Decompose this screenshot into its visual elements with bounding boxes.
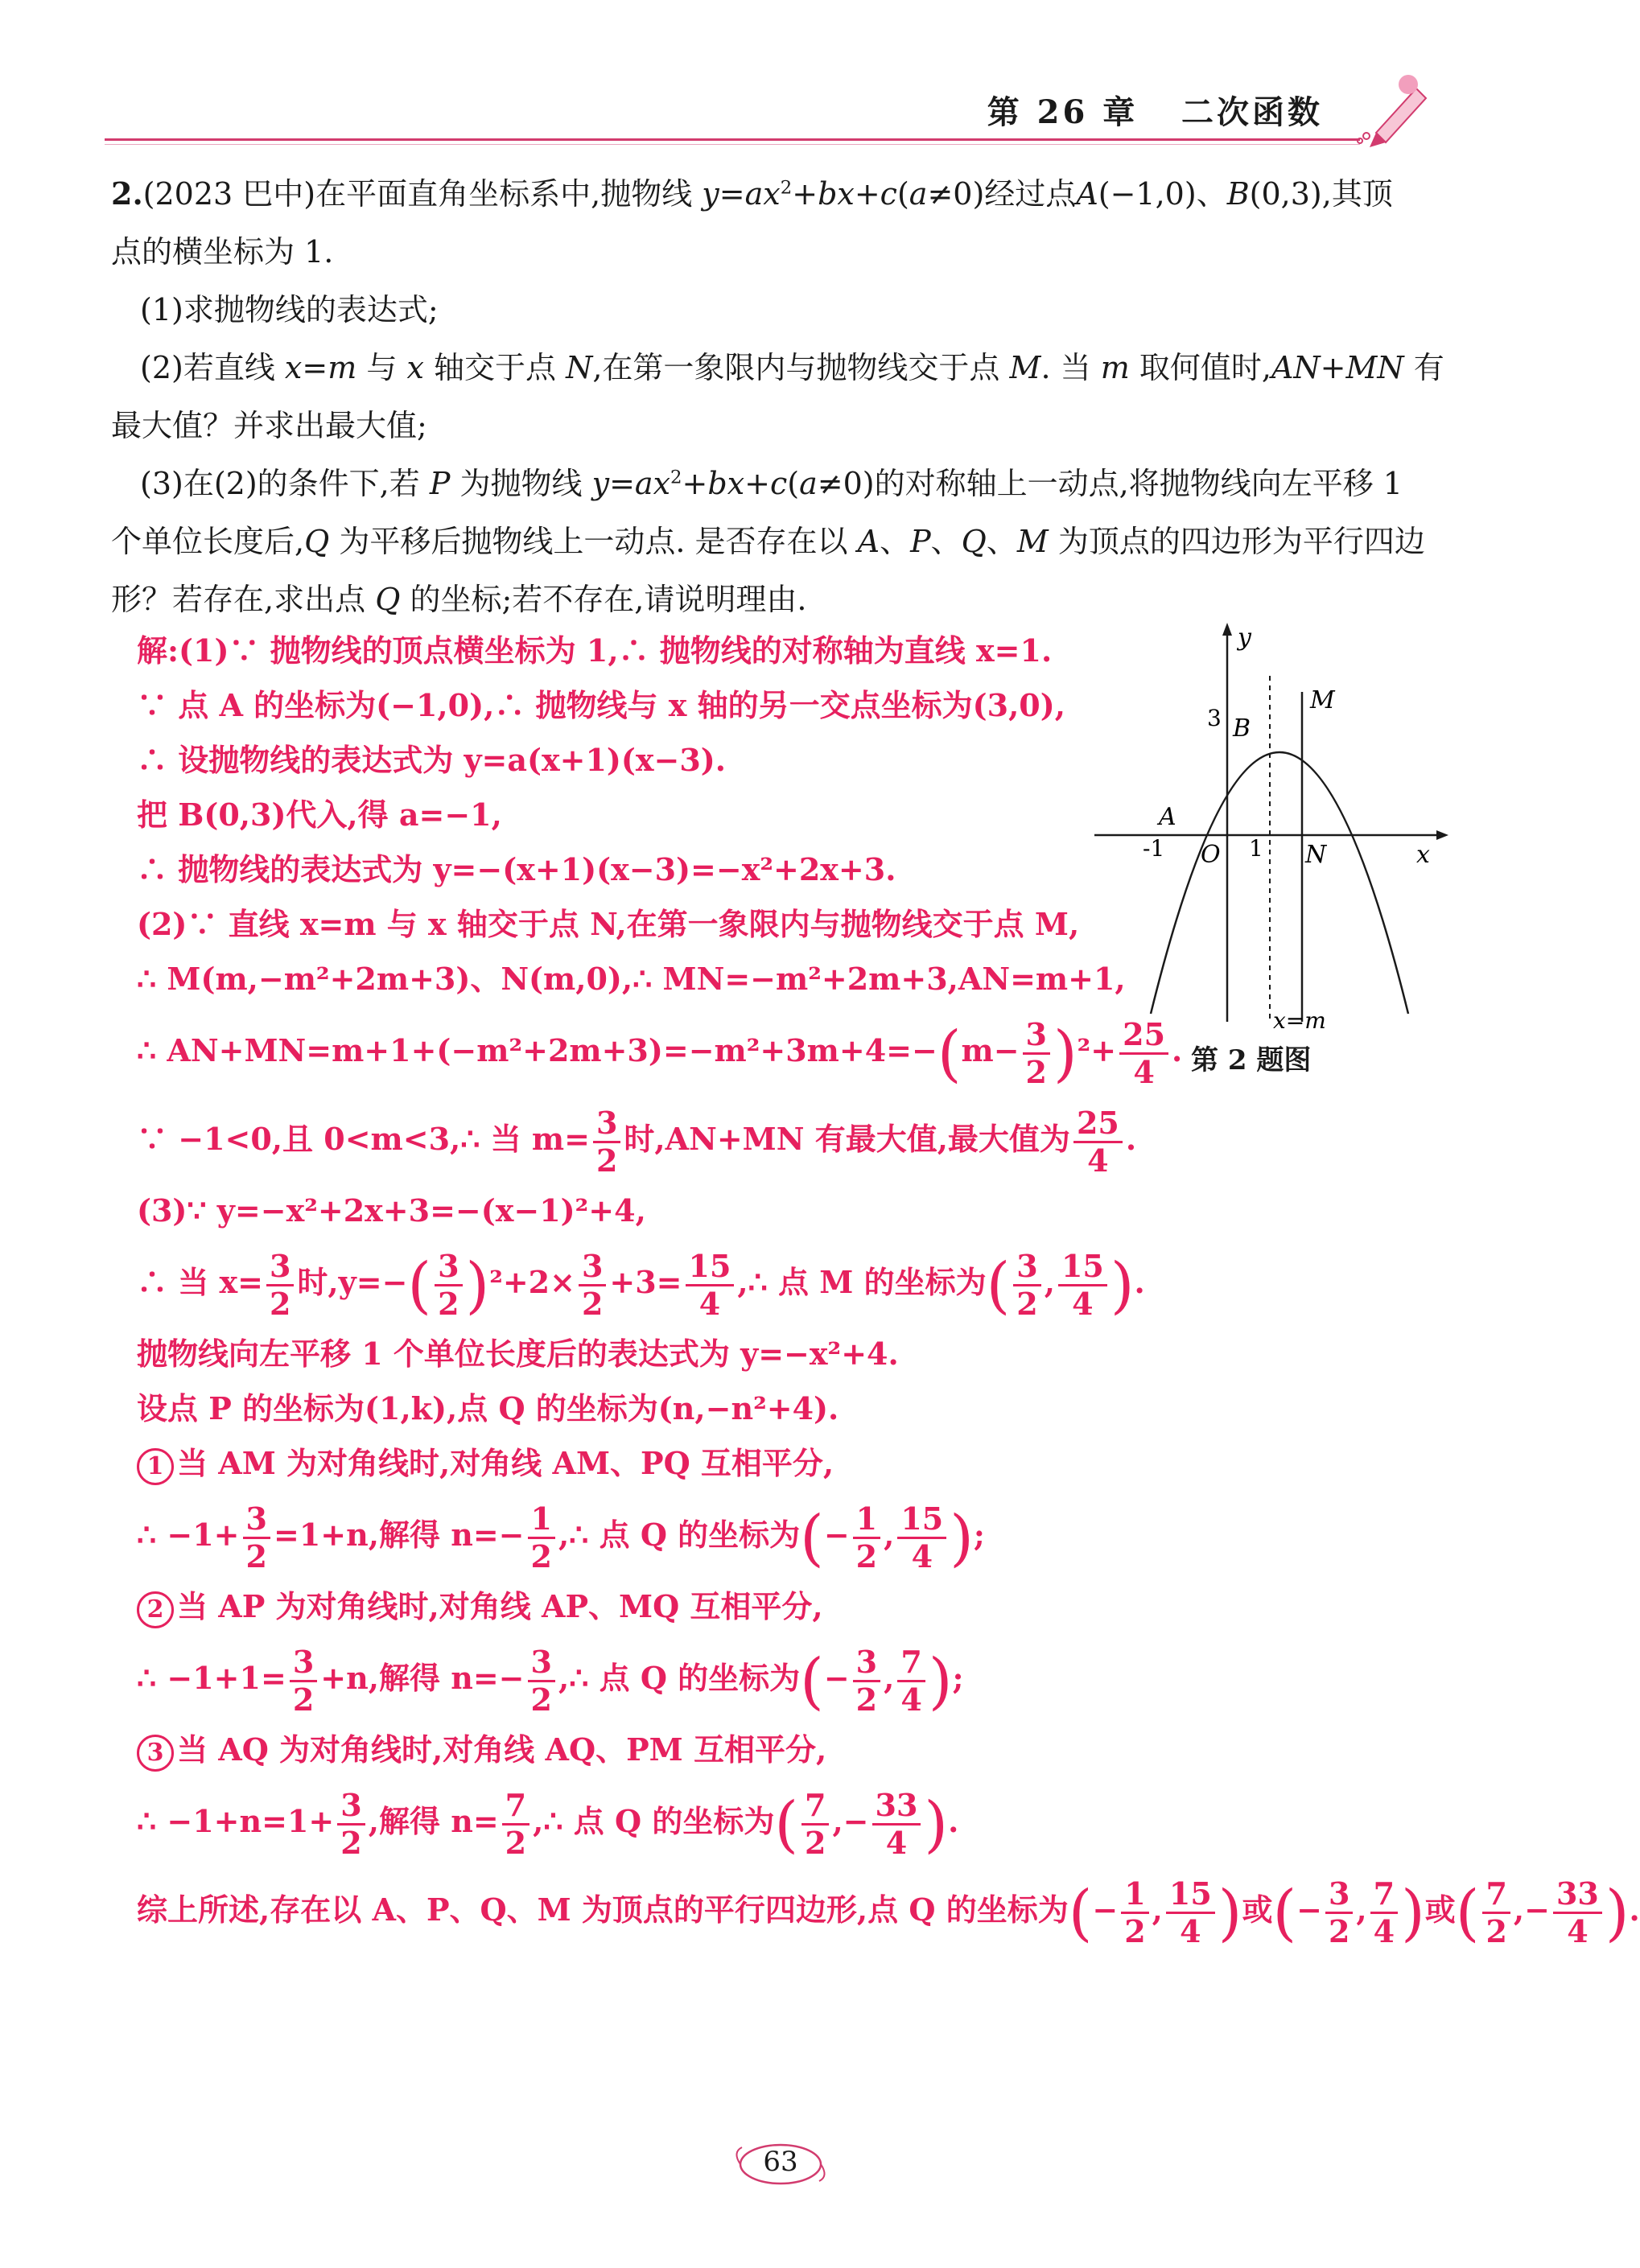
part-3: (3)在(2)的条件下,若 P 为抛物线 $y=ax^2+bx+c(a\ne 0)$的对称轴上一动点,将抛物线向左平移 1 xyxy=(140,466,1403,501)
solution-line: ∵ 点 A 的坐标为(−1,0),∴ 抛物线与 x 轴的另一交点坐标为(3,0), xyxy=(137,687,1065,723)
figure-caption: 第 2 题图 xyxy=(1191,1044,1312,1076)
solution-line: ∴ −1+1= $\frac{3}{2}$ +n,解得 n=− $\frac{3}{2}$ ,∴ 点 Q 的坐标为(− $\frac{3}{2}$ , $\frac{7}{4}$ ); xyxy=(137,1644,964,1718)
solution-line: ∴ AN+MN=m+1+(−m²+2m+3)=−m²+3m+4=−(m− $\frac{3}{2}$ )²+ $\frac{25}{4}$ . xyxy=(137,1016,1183,1090)
solution-line: ∵ −1<0,且 0<m<3,∴ 当 m= $\frac{3}{2}$ 时,AN+MN 有最大值,最大值为 $\frac{25}{4}$ . xyxy=(137,1105,1137,1179)
stem-text: 在平面直角坐标系中,抛物线 xyxy=(315,176,693,212)
solution-line: ∴ −1+n=1+ $\frac{3}{2}$ ,解得 n= $\frac{7}{2}$ ,∴ 点 Q 的坐标为( $\frac{7}{2}$ ,− $\frac{33}{4}$ ). xyxy=(137,1787,959,1861)
part-3-continued: 个单位长度后,Q 为平移后抛物线上一动点. 是否存在以 A、P、Q、M 为顶点的四边形为平行四边 xyxy=(111,524,1425,559)
parabola-figure xyxy=(1094,619,1457,1038)
solution-line: ∴ 当 x= $\frac{3}{2}$ 时,y=−( $\frac{3}{2}$ )²+2× $\frac{3}{2}$ +3= $\frac{15}{4}$ ,∴ 点 M 的坐标为( $\frac{3}{2}$ , $\frac{15}{4}$ ). xyxy=(137,1248,1145,1322)
pencil-decoration-icon xyxy=(1360,68,1440,149)
question-stem: 2.(2023 巴中)在平面直角坐标系中,抛物线 $y=ax^2+bx+c(a\ne 0)$经过点A(−1,0)、B(0,3),其顶 xyxy=(111,175,1393,212)
solution-line: 抛物线向左平移 1 个单位长度后的表达式为 y=−x²+4. xyxy=(137,1336,899,1372)
solution-line: ∴ M(m,−m²+2m+3)、N(m,0),∴ MN=−m²+2m+3,AN=m+1, xyxy=(137,961,1126,997)
parabola-curve xyxy=(1151,752,1408,1014)
parabola-expression: y xyxy=(702,176,719,212)
label-M: M xyxy=(1310,686,1335,714)
fraction: $\frac{25}{4}$ xyxy=(1119,1017,1168,1090)
solution-line: 1 当 AM 为对角线时,对角线 AM、PQ 互相平分, xyxy=(137,1436,1457,1491)
chapter-title: 二次函数 xyxy=(1181,93,1323,131)
part-2-continued: 最大值？并求出最大值; xyxy=(111,408,427,443)
label-N: N xyxy=(1305,841,1327,869)
fraction: $\frac{3}{2}$ xyxy=(1023,1017,1050,1090)
label-B: B xyxy=(1233,714,1251,743)
stem-text: ,其顶 xyxy=(1321,176,1393,212)
label-x-equals-m: x=m xyxy=(1273,1007,1326,1034)
question-number: 2. xyxy=(111,175,143,212)
question-source: (2023 巴中) xyxy=(142,176,316,212)
header-rule-thin xyxy=(105,144,1360,145)
solution-line: (3)∵ y=−x²+2x+3=−(x−1)²+4, xyxy=(137,1192,646,1229)
stem-text: 经过点 xyxy=(984,176,1077,212)
solution-line: 设点 P 的坐标为(1,k),点 Q 的坐标为(n,−n²+4). xyxy=(137,1390,839,1426)
label-y: y xyxy=(1238,624,1251,652)
label-A: A xyxy=(1159,803,1176,831)
header-rule xyxy=(105,138,1360,141)
part-1: (1)求抛物线的表达式; xyxy=(140,292,439,327)
solution-line: ∴ −1+ $\frac{3}{2}$ =1+n,解得 n=− $\frac{1}{2}$ ,∴ 点 Q 的坐标为(− $\frac{1}{2}$ , $\frac{15}{4}$ ); xyxy=(137,1500,985,1574)
label-1: 1 xyxy=(1249,835,1263,862)
circled-number: 3 xyxy=(137,1735,174,1772)
chapter-number: 第 26 章 xyxy=(987,93,1139,131)
fraction: $\frac{3}{2}$ xyxy=(593,1105,620,1179)
stem-continued: 点的横坐标为 1. xyxy=(111,234,334,270)
label-neg1: -1 xyxy=(1143,835,1165,862)
solution-line: 解:(1)∵ 抛物线的顶点横坐标为 1,∴ 抛物线的对称轴为直线 x=1. xyxy=(137,632,1053,669)
label-x: x xyxy=(1416,841,1430,869)
fraction: $\frac{25}{4}$ xyxy=(1073,1105,1123,1179)
circled-number: 2 xyxy=(137,1591,174,1628)
chapter-header xyxy=(987,87,1323,133)
y-axis-arrow xyxy=(1222,623,1232,636)
part-2: (2)若直线 x=m 与 x 轴交于点 N,在第一象限内与抛物线交于点 M. 当 m 取何值时,AN+MN 有 xyxy=(140,350,1444,385)
solution-line: 把 B(0,3)代入,得 a=−1, xyxy=(137,796,502,833)
circled-number: 1 xyxy=(137,1448,174,1485)
question-block xyxy=(111,165,1447,628)
solution-line: ∴ 设抛物线的表达式为 y=a(x+1)(x−3). xyxy=(137,742,727,778)
solution-line: ∴ 抛物线的表达式为 y=−(x+1)(x−3)=−x²+2x+3. xyxy=(137,851,896,887)
solution-line: (2)∵ 直线 x=m 与 x 轴交于点 N,在第一象限内与抛物线交于点 M, xyxy=(137,906,1080,942)
label-origin: O xyxy=(1201,841,1221,869)
page-number: 63 xyxy=(763,2146,798,2178)
label-3: 3 xyxy=(1207,705,1222,731)
solution-line: 2 当 AP 为对角线时,对角线 AP、MQ 互相平分, xyxy=(137,1579,1457,1634)
solution-line: 3 当 AQ 为对角线时,对角线 AQ、PM 互相平分, xyxy=(137,1723,1457,1777)
part-3-end: 形？若存在,求出点 Q 的坐标;若不存在,请说明理由. xyxy=(111,582,807,617)
x-axis-arrow xyxy=(1436,830,1448,840)
solution-conclusion: 综上所述,存在以 A、P、Q、M 为顶点的平行四边形,点 Q 的坐标为(− $\frac{1}{2}$ , $\frac{15}{4}$ )或(− $\frac{3}{2}$ , $\frac{7}{4}$ )或( $\frac{7}{2}$ ,− $\frac{33}{4}$ ). xyxy=(137,1875,1640,1949)
